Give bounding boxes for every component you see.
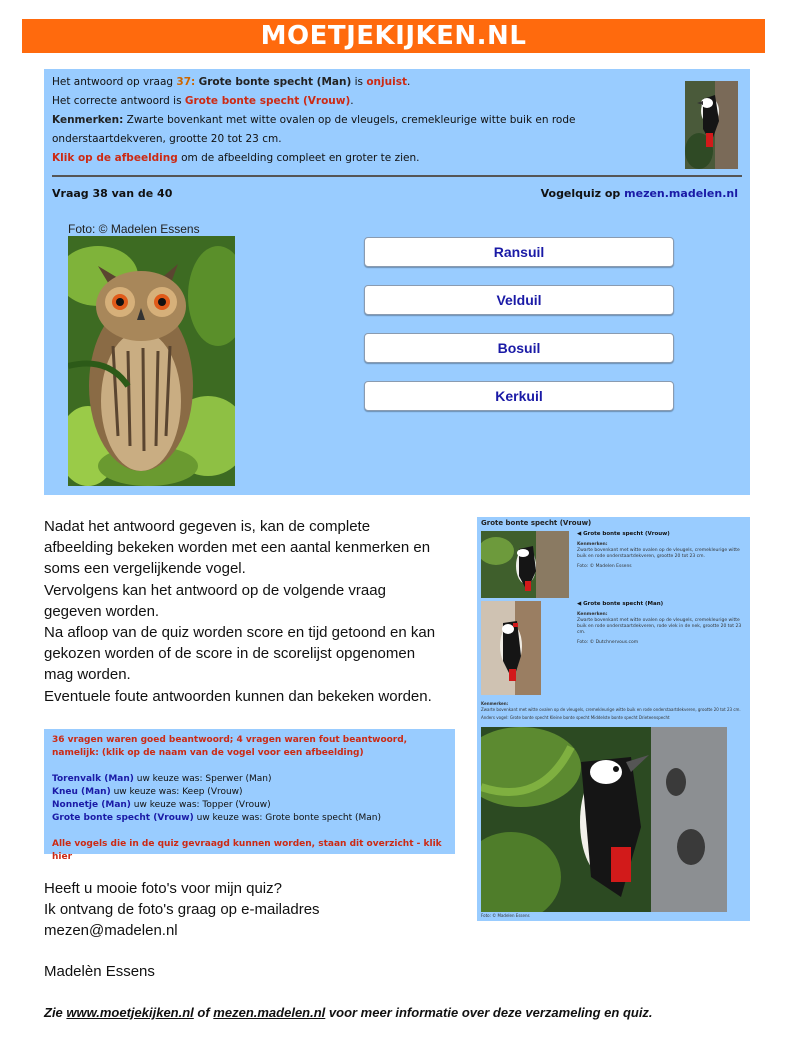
question-counter: Vraag 38 van de 40	[52, 187, 173, 200]
footer-link-mezen[interactable]: mezen.madelen.nl	[213, 1005, 326, 1020]
woodpecker-thumbnail[interactable]	[685, 81, 738, 169]
quiz-site: Vogelquiz op mezen.madelen.nl	[540, 187, 738, 200]
contact-text: Heeft u mooie foto's voor mijn quiz? Ik ontvang de foto's graag op e-mailadres mezen@madelen.nl	[44, 880, 320, 939]
wrong-bird-link[interactable]: Nonnetje (Man)	[52, 800, 131, 810]
wrong-bird-link[interactable]: Grote bonte specht (Vrouw)	[52, 813, 194, 823]
result-header: 36 vragen waren goed beantwoord; 4 vragen waren fout beantwoord, namelijk: (klik op de naam van de vogel voor een afbeelding)	[52, 735, 408, 758]
feedback-line-1: Het antwoord op vraag 37: Grote bonte specht (Man) is onjuist.	[52, 76, 411, 88]
email-address: mezen@madelen.nl	[44, 922, 178, 939]
divider	[52, 175, 742, 177]
signature: Madelèn Essens	[44, 963, 155, 980]
given-answer: Grote bonte specht (Man)	[198, 76, 352, 88]
answer-button-4[interactable]: Kerkuil	[364, 381, 674, 411]
detail-screenshot	[477, 517, 750, 921]
detail-entry-1: ◀ Grote bonte specht (Vrouw) Kenmerken: Zwarte bovenkant met witte ovalen op de vleugels, cremekleurige witte buik en rode onderstaartdekveren, grootte 20 tot 23 cm. Foto: © Madelen Essens	[577, 531, 740, 569]
detail-title: Grote bonte specht (Vrouw)	[481, 519, 592, 527]
wrong-answer-item: Kneu (Man) uw keuze was: Keep (Vrouw)	[52, 787, 243, 797]
verdict: onjuist	[366, 76, 407, 88]
detail-credit: Foto: © Madelen Essens	[481, 913, 530, 918]
wrong-answer-item: Torenvalk (Man) uw keuze was: Sperwer (Man)	[52, 774, 272, 784]
footer-note: Zie www.moetjekijken.nl of mezen.madelen.nl voor meer informatie over deze verzameling en quiz.	[44, 1005, 653, 1020]
feedback-click-hint: Klik op de afbeelding om de afbeelding compleet en groter te zien.	[52, 152, 420, 164]
detail-entry-2: ◀ Grote bonte specht (Man) Kenmerken: Zwarte bovenkant met witte ovalen op de vleugels, cremekleurige witte buik en rode onderstaartdekveren, rode vlek in de nek, grootte 20 tot 23 cm. Foto: © Dutchnervous.com	[577, 601, 742, 645]
feedback-line-2: Het correcte antwoord is Grote bonte specht (Vrouw).	[52, 95, 354, 107]
quiz-screenshot	[44, 69, 750, 495]
answer-button-1[interactable]: Ransuil	[364, 237, 674, 267]
photo-credit: Foto: © Madelen Essens	[68, 222, 200, 236]
wrong-bird-link[interactable]: Kneu (Man)	[52, 787, 111, 797]
wrong-answers-list	[52, 773, 447, 825]
answer-feedback	[52, 73, 672, 168]
woodpecker-male-image[interactable]	[481, 601, 541, 695]
site-banner	[22, 19, 765, 53]
explanation-text: Nadat het antwoord gegeven is, kan de complete afbeelding bekeken worden met een aantal kenmerken en soms een vergelijkende vogel. Vervolgens kan het antwoord op de volgende vraag gegeven worden. Na afloop van de quiz worden score en tijd getoond en kan gekozen worden of de score in de scorelijst opgenomen mag worden. Eventuele foute antwoorden kunnen dan bekeken worden.	[44, 518, 436, 705]
image-link[interactable]: Klik op de afbeelding	[52, 152, 178, 164]
wrong-bird-link[interactable]: Torenvalk (Man)	[52, 774, 134, 784]
question-number: 37:	[176, 76, 196, 88]
quiz-site-link[interactable]: mezen.madelen.nl	[624, 187, 738, 200]
detail-caption: Kenmerken: Zwarte bovenkant met witte ovalen op de vleugels, cremekleurige witte buik en rode onderstaartdekveren, grootte 20 tot 23 cm. Anders vogel: Grote bonte specht Kleine bonte specht Middelste bonte specht Drieteenspecht	[481, 701, 741, 720]
wrong-answer-item: Grote bonte specht (Vrouw) uw keuze was: Grote bonte specht (Man)	[52, 813, 381, 823]
answer-button-2[interactable]: Velduil	[364, 285, 674, 315]
woodpecker-female-image[interactable]	[481, 531, 569, 598]
answer-button-3[interactable]: Bosuil	[364, 333, 674, 363]
owl-photo	[68, 236, 235, 486]
woodpecker-large-image	[481, 727, 727, 912]
footer-link-moetjekijken[interactable]: www.moetjekijken.nl	[66, 1005, 194, 1020]
banner-title: MOETJEKIJKEN.NL	[260, 21, 527, 51]
answer-options	[364, 237, 674, 429]
wrong-answer-item: Nonnetje (Man) uw keuze was: Topper (Vrouw)	[52, 800, 271, 810]
result-screenshot	[44, 729, 455, 862]
feedback-traits: Kenmerken: Zwarte bovenkant met witte ovalen op de vleugels, cremekleurige witte buik en rode onderstaartdekveren, grootte 20 tot 23 cm.	[52, 114, 576, 145]
correct-answer: Grote bonte specht (Vrouw)	[184, 95, 351, 107]
overview-link[interactable]: Alle vogels die in de quiz gevraagd kunnen worden, staan dit overzicht - klik hier	[52, 839, 442, 862]
